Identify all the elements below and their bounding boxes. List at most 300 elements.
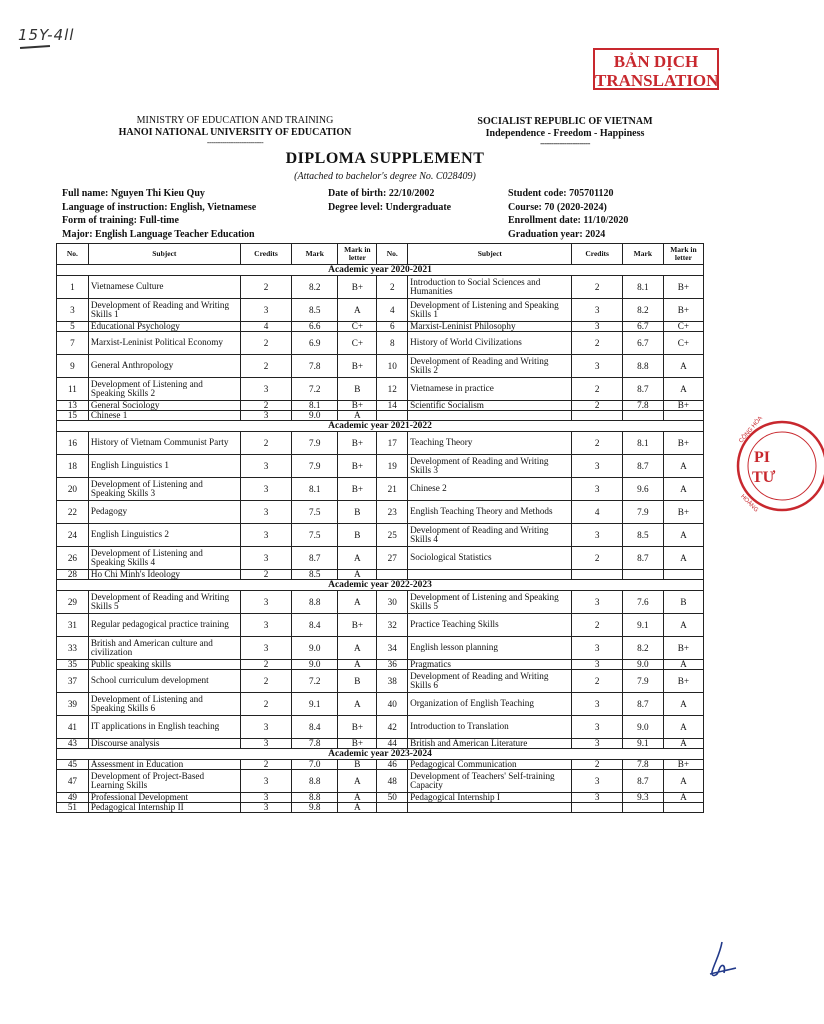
cell-letter: B+ [338,276,377,299]
handwritten-note: 15Y-4ll [18,26,75,44]
form-of-training: Form of training: Full-time [62,215,179,226]
cell-mark: 8.7 [292,547,338,570]
cell-no: 23 [377,501,408,524]
cell-letter: A [663,547,703,570]
cell-mark: 7.8 [292,355,338,378]
cell-letter: B+ [338,455,377,478]
cell-subject: Development of Reading and Writing Skills 5 [88,591,240,614]
cell-no: 1 [57,276,89,299]
cell-credits: 2 [572,276,622,299]
academic-year-label: Academic year 2022-2023 [57,580,704,591]
cell-subject: Development of Listening and Speaking Skills 5 [408,591,572,614]
cell-letter: A [663,478,703,501]
cell-mark: 8.7 [622,693,663,716]
table-row [57,547,704,570]
table-row [57,332,704,355]
cell-credits: 3 [240,547,291,570]
cell-subject [408,411,572,421]
cell-no: 10 [377,355,408,378]
cell-credits: 3 [240,637,291,660]
cell-no: 31 [57,614,89,637]
cell-letter: B+ [338,478,377,501]
cell-mark: 8.1 [622,432,663,455]
svg-text:TƯ: TƯ [752,469,776,486]
cell-mark: 8.4 [292,716,338,739]
cell-no: 4 [377,299,408,322]
cell-letter [663,570,703,580]
cell-letter: A [338,660,377,670]
cell-credits [572,803,622,813]
cell-subject: English Linguistics 2 [88,524,240,547]
country-header [440,116,690,148]
cell-subject: Assessment in Education [88,760,240,770]
cell-subject: Marxist-Leninist Political Economy [88,332,240,355]
cell-no: 50 [377,793,408,803]
header-mark: Mark [292,244,338,265]
cell-no: 22 [57,501,89,524]
student-info-right [508,187,628,241]
cell-subject [408,803,572,813]
cell-subject: British and American culture and civilization [88,637,240,660]
cell-no: 24 [57,524,89,547]
academic-year-label: Academic year 2021-2022 [57,421,704,432]
academic-year-label: Academic year 2023-2024 [57,749,704,760]
table-row [57,570,704,580]
cell-mark: 8.2 [622,299,663,322]
cell-no: 9 [57,355,89,378]
cell-subject: Chinese 1 [88,411,240,421]
cell-subject: Organization of English Teaching [408,693,572,716]
cell-letter: B+ [338,614,377,637]
cell-credits: 2 [240,570,291,580]
cell-mark: 7.8 [292,739,338,749]
cell-subject: Development of Reading and Writing Skills 1 [88,299,240,322]
cell-mark: 7.5 [292,501,338,524]
ministry-header [100,115,370,147]
header-credits: Credits [240,244,291,265]
cell-credits: 3 [240,524,291,547]
cell-credits: 3 [572,739,622,749]
cell-letter: A [663,614,703,637]
cell-credits: 3 [572,637,622,660]
cell-credits: 2 [240,276,291,299]
student-info-left [62,187,256,241]
cell-no: 46 [377,760,408,770]
cell-no: 35 [57,660,89,670]
cell-letter: A [338,770,377,793]
cell-no: 48 [377,770,408,793]
cell-letter: B+ [663,637,703,660]
cell-no: 18 [57,455,89,478]
cell-mark: 7.6 [622,591,663,614]
cell-subject: Introduction to Translation [408,716,572,739]
cell-subject: General Sociology [88,401,240,411]
cell-letter: B [663,591,703,614]
cell-subject: Sociological Statistics [408,547,572,570]
cell-subject: Development of Listening and Speaking Skills 6 [88,693,240,716]
cell-credits: 2 [240,401,291,411]
cell-letter: B [338,760,377,770]
cell-subject: Regular pedagogical practice training [88,614,240,637]
cell-subject: History of Vietnam Communist Party [88,432,240,455]
cell-no: 30 [377,591,408,614]
cell-mark: 9.1 [622,739,663,749]
cell-no: 47 [57,770,89,793]
cell-mark: 7.9 [622,501,663,524]
cell-no: 51 [57,803,89,813]
cell-letter: C+ [663,322,703,332]
cell-no: 42 [377,716,408,739]
university-name: HANOI NATIONAL UNIVERSITY OF EDUCATION [118,127,352,138]
cell-no: 12 [377,378,408,401]
table-row [57,660,704,670]
cell-mark: 6.9 [292,332,338,355]
cell-mark: 6.7 [622,332,663,355]
table-row [57,793,704,803]
cell-mark: 8.8 [292,591,338,614]
cell-letter: A [663,793,703,803]
cell-letter: A [663,693,703,716]
header-no-2: No. [377,244,408,265]
cell-no: 44 [377,739,408,749]
cell-no: 16 [57,432,89,455]
cell-mark: 8.4 [292,614,338,637]
cell-subject: Public speaking skills [88,660,240,670]
cell-subject: Development of Reading and Writing Skills 2 [408,355,572,378]
cell-no: 17 [377,432,408,455]
table-row [57,411,704,421]
cell-letter: B [338,670,377,693]
cell-credits: 3 [240,299,291,322]
cell-mark: 8.1 [292,401,338,411]
cell-credits: 2 [240,660,291,670]
cell-credits: 3 [240,793,291,803]
cell-subject: General Anthropology [88,355,240,378]
cell-mark: 9.0 [292,660,338,670]
cell-credits: 2 [240,760,291,770]
cell-subject: Pedagogical Internship I [408,793,572,803]
table-row [57,803,704,813]
cell-subject: Development of Reading and Writing Skills 6 [408,670,572,693]
cell-mark [622,570,663,580]
cell-credits: 3 [572,660,622,670]
table-row [57,378,704,401]
cell-mark: 8.1 [622,276,663,299]
header-subject-2: Subject [408,244,572,265]
cell-credits: 3 [572,793,622,803]
cell-no [377,570,408,580]
cell-letter: C+ [338,332,377,355]
cell-letter: A [663,378,703,401]
cell-letter: A [338,411,377,421]
cell-letter: C+ [338,322,377,332]
cell-letter: B [338,501,377,524]
grades-table [56,243,704,813]
cell-letter: A [663,524,703,547]
cell-credits: 2 [572,760,622,770]
cell-subject: English Teaching Theory and Methods [408,501,572,524]
cell-credits: 3 [572,478,622,501]
cell-mark: 9.1 [292,693,338,716]
cell-letter: B+ [663,401,703,411]
cell-subject: Teaching Theory [408,432,572,455]
cell-subject: Pragmatics [408,660,572,670]
cell-subject: Introduction to Social Sciences and Humanities [408,276,572,299]
cell-mark: 8.2 [292,276,338,299]
cell-credits: 2 [572,401,622,411]
ministry-name: MINISTRY OF EDUCATION AND TRAINING [136,115,334,126]
cell-credits: 2 [240,332,291,355]
table-row [57,501,704,524]
cell-letter: B+ [338,432,377,455]
graduation-year: Graduation year: 2024 [508,228,606,240]
cell-mark: 9.0 [292,411,338,421]
grades-body [57,265,704,813]
cell-subject: Development of Listening and Speaking Skills 3 [88,478,240,501]
cell-letter: B+ [663,760,703,770]
cell-credits: 2 [240,355,291,378]
cell-mark: 8.8 [292,793,338,803]
cell-subject: IT applications in English teaching [88,716,240,739]
cell-credits: 2 [572,670,622,693]
table-row [57,401,704,411]
cell-credits: 2 [572,332,622,355]
table-row [57,670,704,693]
cell-subject: British and American Literature [408,739,572,749]
cell-no: 19 [377,455,408,478]
cell-subject: Pedagogical Communication [408,760,572,770]
cell-subject: Development of Listening and Speaking Skills 1 [408,299,572,322]
country-name: SOCIALIST REPUBLIC OF VIETNAM [477,116,653,127]
cell-mark: 7.5 [292,524,338,547]
table-row [57,299,704,322]
cell-no [377,411,408,421]
cell-no: 21 [377,478,408,501]
cell-mark: 8.5 [292,299,338,322]
cell-credits: 2 [572,432,622,455]
cell-letter: B+ [663,276,703,299]
cell-no: 49 [57,793,89,803]
cell-credits: 2 [572,547,622,570]
cell-mark: 8.1 [292,478,338,501]
cell-no: 38 [377,670,408,693]
cell-subject: Vietnamese Culture [88,276,240,299]
table-row [57,355,704,378]
cell-mark: 7.8 [622,401,663,411]
academic-year-row [57,421,704,432]
cell-no: 15 [57,411,89,421]
cell-credits: 2 [572,378,622,401]
header-no: No. [57,244,89,265]
cell-mark: 8.5 [622,524,663,547]
table-header-row [57,244,704,265]
table-row [57,760,704,770]
cell-mark: 8.5 [292,570,338,580]
cell-no: 32 [377,614,408,637]
cell-mark: 8.7 [622,770,663,793]
cell-credits: 3 [240,739,291,749]
academic-year-row [57,265,704,276]
cell-credits: 4 [572,501,622,524]
cell-letter: A [338,570,377,580]
table-row [57,693,704,716]
cell-credits: 3 [572,355,622,378]
table-row [57,524,704,547]
date-of-birth: Date of birth: 22/10/2002 [328,188,435,199]
header-divider-right: ----------------------- [540,139,590,148]
cell-mark: 9.1 [622,614,663,637]
cell-letter: B+ [663,432,703,455]
cell-credits: 3 [572,322,622,332]
cell-subject: School curriculum development [88,670,240,693]
cell-credits: 3 [572,716,622,739]
cell-credits: 3 [572,693,622,716]
cell-subject: English Linguistics 1 [88,455,240,478]
cell-mark: 7.2 [292,670,338,693]
cell-letter [663,411,703,421]
cell-letter: A [338,547,377,570]
cell-subject: Pedagogical Internship II [88,803,240,813]
cell-subject: Development of Listening and Speaking Skills 4 [88,547,240,570]
cell-credits [572,411,622,421]
cell-subject: English lesson planning [408,637,572,660]
cell-no: 29 [57,591,89,614]
cell-letter: B [338,524,377,547]
cell-credits [572,570,622,580]
document-title: DIPLOMA SUPPLEMENT [285,150,485,167]
cell-subject: Development of Project-Based Learning Skills [88,770,240,793]
cell-letter: B+ [338,739,377,749]
cell-letter: B+ [338,716,377,739]
cell-mark: 7.2 [292,378,338,401]
cell-no: 41 [57,716,89,739]
cell-credits: 2 [240,432,291,455]
cell-letter: C+ [663,332,703,355]
cell-subject: Educational Psychology [88,322,240,332]
cell-mark: 9.0 [292,637,338,660]
cell-no: 39 [57,693,89,716]
cell-mark: 7.9 [622,670,663,693]
cell-letter: A [663,739,703,749]
cell-mark: 8.8 [622,355,663,378]
cell-no: 26 [57,547,89,570]
cell-letter: B+ [663,670,703,693]
cell-mark: 8.8 [292,770,338,793]
cell-mark: 8.7 [622,547,663,570]
cell-no: 34 [377,637,408,660]
cell-credits: 3 [240,614,291,637]
cell-letter: A [663,355,703,378]
cell-mark: 9.6 [622,478,663,501]
table-row [57,637,704,660]
cell-no: 14 [377,401,408,411]
cell-mark: 7.9 [292,455,338,478]
cell-letter: B+ [338,401,377,411]
cell-no: 43 [57,739,89,749]
cell-letter: A [338,299,377,322]
cell-no: 40 [377,693,408,716]
cell-no: 6 [377,322,408,332]
cell-letter: A [338,803,377,813]
cell-subject: Vietnamese in practice [408,378,572,401]
language-of-instruction: Language of instruction: English, Vietnamese [62,201,257,213]
cell-subject: Ho Chi Minh's Ideology [88,570,240,580]
cell-subject: Scientific Socialism [408,401,572,411]
svg-text:PI: PI [754,449,770,466]
stamp-line-2: TRANSLATION [595,71,719,90]
cell-subject: Development of Teachers' Self-training Capacity [408,770,572,793]
cell-subject: Practice Teaching Skills [408,614,572,637]
cell-subject: Pedagogy [88,501,240,524]
cell-credits: 3 [240,716,291,739]
enrollment-date: Enrollment date: 11/10/2020 [508,215,629,226]
cell-letter: A [663,660,703,670]
cell-subject: History of World Civilizations [408,332,572,355]
cell-subject: Development of Reading and Writing Skills 3 [408,455,572,478]
academic-year-label: Academic year 2020-2021 [57,265,704,276]
cell-subject: Professional Development [88,793,240,803]
cell-credits: 3 [240,770,291,793]
document-subtitle: (Attached to bachelor's degree No. C028409) [294,171,476,182]
cell-credits: 3 [572,770,622,793]
cell-no: 33 [57,637,89,660]
cell-credits: 2 [572,614,622,637]
cell-credits: 3 [240,803,291,813]
cell-credits: 3 [572,455,622,478]
country-motto: Independence - Freedom - Happiness [485,128,645,139]
table-row [57,322,704,332]
academic-year-row [57,580,704,591]
cell-letter [663,803,703,813]
degree-level: Degree level: Undergraduate [328,201,452,213]
cell-mark: 9.0 [622,716,663,739]
cell-no: 36 [377,660,408,670]
cell-mark: 6.6 [292,322,338,332]
cell-credits: 3 [240,478,291,501]
cell-letter: B+ [663,501,703,524]
cell-letter: A [663,455,703,478]
cell-letter: B [338,378,377,401]
cell-mark: 8.7 [622,455,663,478]
cell-letter: A [338,591,377,614]
academic-year-row [57,749,704,760]
cell-credits: 4 [240,322,291,332]
cell-no: 13 [57,401,89,411]
cell-mark: 6.7 [622,322,663,332]
cell-no: 25 [377,524,408,547]
cell-letter: B+ [663,299,703,322]
cell-credits: 3 [240,378,291,401]
header-letter: Mark in letter [338,244,377,265]
cell-subject: Chinese 2 [408,478,572,501]
table-row [57,478,704,501]
cell-no: 28 [57,570,89,580]
header-subject: Subject [88,244,240,265]
cell-mark: 7.9 [292,432,338,455]
cell-credits: 3 [572,524,622,547]
cell-subject: Discourse analysis [88,739,240,749]
major: Major: English Language Teacher Education [62,228,255,240]
cell-mark: 8.2 [622,637,663,660]
cell-mark: 9.8 [292,803,338,813]
cell-no [377,803,408,813]
cell-credits: 3 [240,411,291,421]
table-row [57,739,704,749]
cell-letter: A [663,770,703,793]
signature [700,940,740,980]
cell-mark: 9.3 [622,793,663,803]
cell-no: 5 [57,322,89,332]
